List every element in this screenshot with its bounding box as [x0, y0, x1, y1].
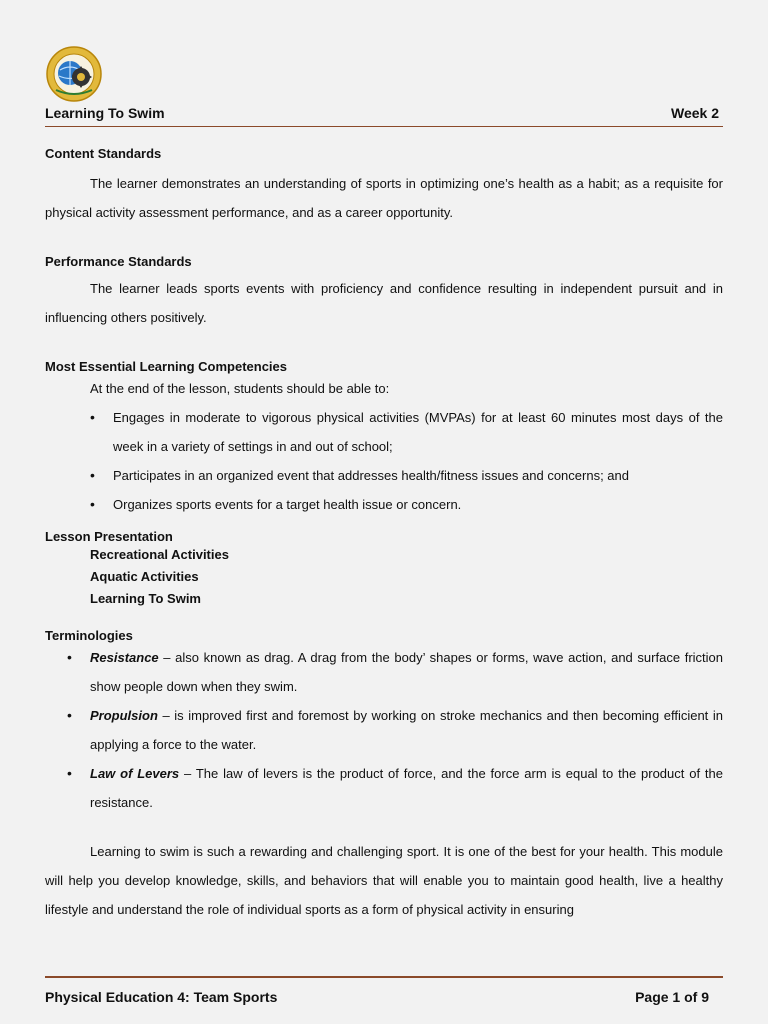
term-definition: – The law of levers is the product of force, and the force arm is equal to the product of the resistance. [90, 766, 723, 810]
list-item [45, 759, 723, 817]
header-week: Week 2 [671, 105, 719, 121]
lesson-item: Learning To Swim [90, 591, 201, 606]
terminologies-heading: Terminologies [45, 628, 133, 643]
competencies-list [45, 403, 723, 519]
footer-page-number: Page 1 of 9 [635, 989, 709, 1005]
page-header [45, 104, 723, 127]
list-item: • Organizes sports events for a target health issue or concern. [45, 490, 723, 519]
list-item [45, 643, 723, 701]
school-seal-icon [46, 46, 102, 102]
list-item [45, 701, 723, 759]
list-item: • Engages in moderate to vigorous physical activities (MVPAs) for at least 60 minutes most days of the week in a variety of settings in and out of school; [45, 403, 723, 461]
page-footer [45, 976, 723, 1008]
content-standards-text: The learner demonstrates an understanding of sports in optimizing one’s health as a habit; as a requisite for physical activity assessment performance, and as a career opportunity. [45, 176, 723, 220]
term-name: Resistance [90, 650, 159, 665]
header-title: Learning To Swim [45, 105, 165, 121]
lesson-heading: Lesson Presentation [45, 529, 173, 544]
performance-standards-heading: Performance Standards [45, 254, 192, 269]
term-definition: – also known as drag. A drag from the body’ shapes or forms, wave action, and surface friction show people down when they swim. [90, 650, 723, 694]
term-name: Propulsion [90, 708, 158, 723]
lesson-item: Recreational Activities [90, 547, 229, 562]
list-item: • Participates in an organized event that addresses health/fitness issues and concerns; and [45, 461, 723, 490]
terminologies-list [45, 643, 723, 817]
lesson-item: Aquatic Activities [90, 569, 199, 584]
term-name: Law of Levers [90, 766, 180, 781]
closing-paragraph: Learning to swim is such a rewarding and challenging sport. It is one of the best for your health. This module will help you develop knowledge, skills, and behaviors that will enable you to maintain good health, live a healthy lifestyle and understand the role of individual sports as a form of physical activity in ensuring [45, 844, 723, 917]
document-body [45, 146, 723, 924]
performance-standards-text: The learner leads sports events with proficiency and confidence resulting in independent pursuit and in influencing others positively. [45, 281, 723, 325]
term-definition: – is improved first and foremost by working on stroke mechanics and then becoming efficient in applying a force to the water. [90, 708, 723, 752]
content-standards-heading: Content Standards [45, 146, 162, 161]
competencies-heading: Most Essential Learning Competencies [45, 359, 288, 374]
competencies-intro: At the end of the lesson, students should be able to: [90, 381, 390, 396]
footer-course: Physical Education 4: Team Sports [45, 989, 278, 1005]
